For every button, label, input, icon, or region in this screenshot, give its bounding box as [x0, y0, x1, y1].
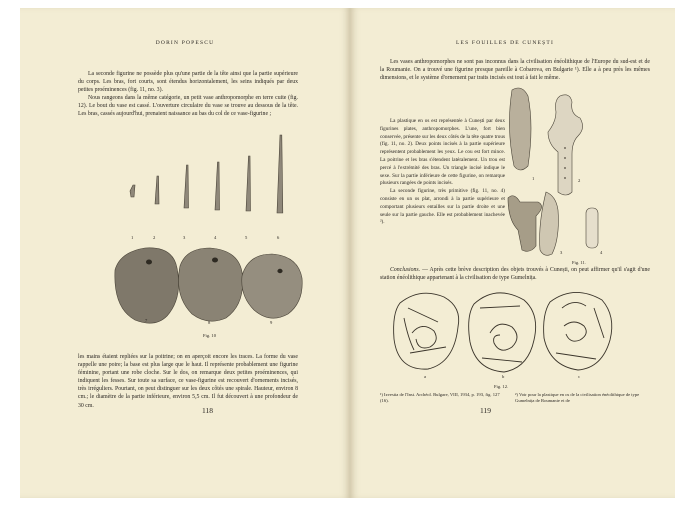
figure-10 — [20, 8, 350, 498]
fig10-label-2: 2 — [153, 235, 156, 240]
footnote-2: ²) Voir pour la plastique en os de la civilisation énéolithique de type Gumelnița de Roumanie et de — [515, 392, 640, 404]
fig11-caption: Fig. 11. — [572, 260, 586, 265]
right-paragraph-2: La plastique en os est représentée à Cunești par deux figurines plates, anthropomorphes. L'une, fort bien conservée, présente sur les deux côtés de la tête quatre trous (fig. 11, no. 2). Deux points incisés à la partie supérieure représentent probablement les yeux. Le cou est fort mince. La poitrine et les bras s'étendent latéralement. Un trou est percé à l'extrémité des bras. Un triangle incisé indique le sexe. Sur la partie inférieure de cette figurine, on remarque plusieurs rangées de points incisés. — [380, 118, 505, 187]
fig10-label-4: 4 — [214, 235, 217, 240]
fig10-label-3: 3 — [183, 235, 186, 240]
fig12-label-b: b — [502, 374, 505, 379]
stone-weight-8 — [179, 248, 243, 321]
vase-figurine-c — [544, 292, 612, 370]
footnote-1: ¹) Izvestia de l'Inst. Archéol. Bulgare, VIII, 1934, p. 193, fig. 127 (16). — [380, 392, 500, 404]
bone-tool-3 — [184, 165, 189, 208]
left-paragraph-3: les mains étaient repliées sur la poitrine; on en aperçoit encore les traces. La forme du vase rappelle une poire; la base est plus large que le haut. Il représente probablement une figurine féminine, portant une robe cloche. Sur le dos, on remarque deux petites proéminences, qui indiquent les fesses. Sur toute sa surface, ce vase-figurine est recouvert d'ornements incisés, très irréguliers. Pourtant, on peut distinguer sur les deux côtés une spirale. Hauteur, environ 8 cm.; le diamètre de la partie inférieure, environ 5,5 cm. Il fut découvert à une profondeur de 30 cm. — [78, 354, 298, 409]
running-head-left: DORIN POPESCU — [155, 40, 215, 46]
fig10-label-6: 6 — [277, 235, 280, 240]
vase-figurine-a — [394, 293, 459, 369]
running-head-right: LES FOUILLES DE CUNEȘTI — [455, 40, 555, 46]
fig11-label-4: 4 — [600, 250, 603, 255]
right-page — [350, 8, 675, 498]
left-paragraph-2: Nous rangeons dans la même catégorie, un petit vase anthropomorphe en terre cuite (fig. 12). Le bout du vase est cassé. L'ouverture circulaire du vase se trouve au dessous de la tête. Les bras, cassés aujourd'hui, prenaient naissance au bas du col de ce vase-figurine ; — [78, 95, 298, 118]
bone-tool-5 — [246, 156, 251, 211]
page-number-left: 118 — [202, 406, 213, 415]
fig12-caption: Fig. 12. — [494, 384, 509, 389]
right-paragraph-1: Les vases anthropomorphes ne sont pas inconnus dans la civilisation énéolithique de l'Europe du sud-est et de la Roumanie. On a trouvé une figurine presque pareille à Cobarova, en Bulgarie ¹). Elle a à peu près les mêmes dimensions, et le système d'ornement par traits incisés est tout à fait le même. — [380, 59, 650, 82]
vase-figurine-b — [469, 293, 536, 372]
figure-12 — [350, 8, 675, 498]
bone-tool-2 — [155, 176, 159, 204]
fig10-caption: Fig. 10 — [203, 333, 217, 338]
bone-tool-4 — [215, 162, 220, 210]
fig11-label-2: 2 — [578, 178, 581, 183]
fig10-label-8: 8 — [208, 320, 211, 325]
bone-tool-1 — [130, 185, 135, 197]
fig10-label-7: 7 — [145, 318, 148, 323]
right-paragraph-4: — Après cette brève description des objets trouvés à Cunești, on peut affirmer qu'il s'agit d'une station énéolithique appartenant à la civilisation de type Gumelnița. — [380, 267, 650, 282]
fig11-label-1: 1 — [532, 176, 535, 181]
fig11-label-3: 3 — [560, 250, 563, 255]
left-text-bottom — [78, 353, 298, 410]
stone-weight-9 — [242, 254, 302, 318]
left-paragraph-1: La seconde figurine ne possède plus qu'une partie de la tête ainsi que la partie supérieure du corps. Les bras, fort courts, sont étendus horizontalement, les seins indiqués par deux petites proéminences (fig. 11, no. 3). — [78, 71, 298, 94]
fig10-label-9: 9 — [270, 320, 273, 325]
stone-weight-7 — [115, 248, 179, 323]
left-page — [20, 8, 350, 498]
fig12-label-a: a — [424, 374, 427, 379]
right-paragraph-3: La seconde figurine, très primitive (fig. 11, no. 4) consiste en un os plat, arrondi à la partie supérieure et comportant plusieurs entailles sur la partie droite et une seule sur la partie gauche. Elle est probablement inachevée ²). — [380, 188, 505, 226]
fig10-label-1: 1 — [131, 235, 134, 240]
page-number-right: 119 — [480, 406, 491, 415]
bone-tool-6 — [277, 135, 283, 213]
fig10-label-5: 5 — [245, 235, 248, 240]
conclusion-lead: Conclusions. — [390, 267, 421, 273]
fig12-label-c: c — [578, 374, 581, 379]
